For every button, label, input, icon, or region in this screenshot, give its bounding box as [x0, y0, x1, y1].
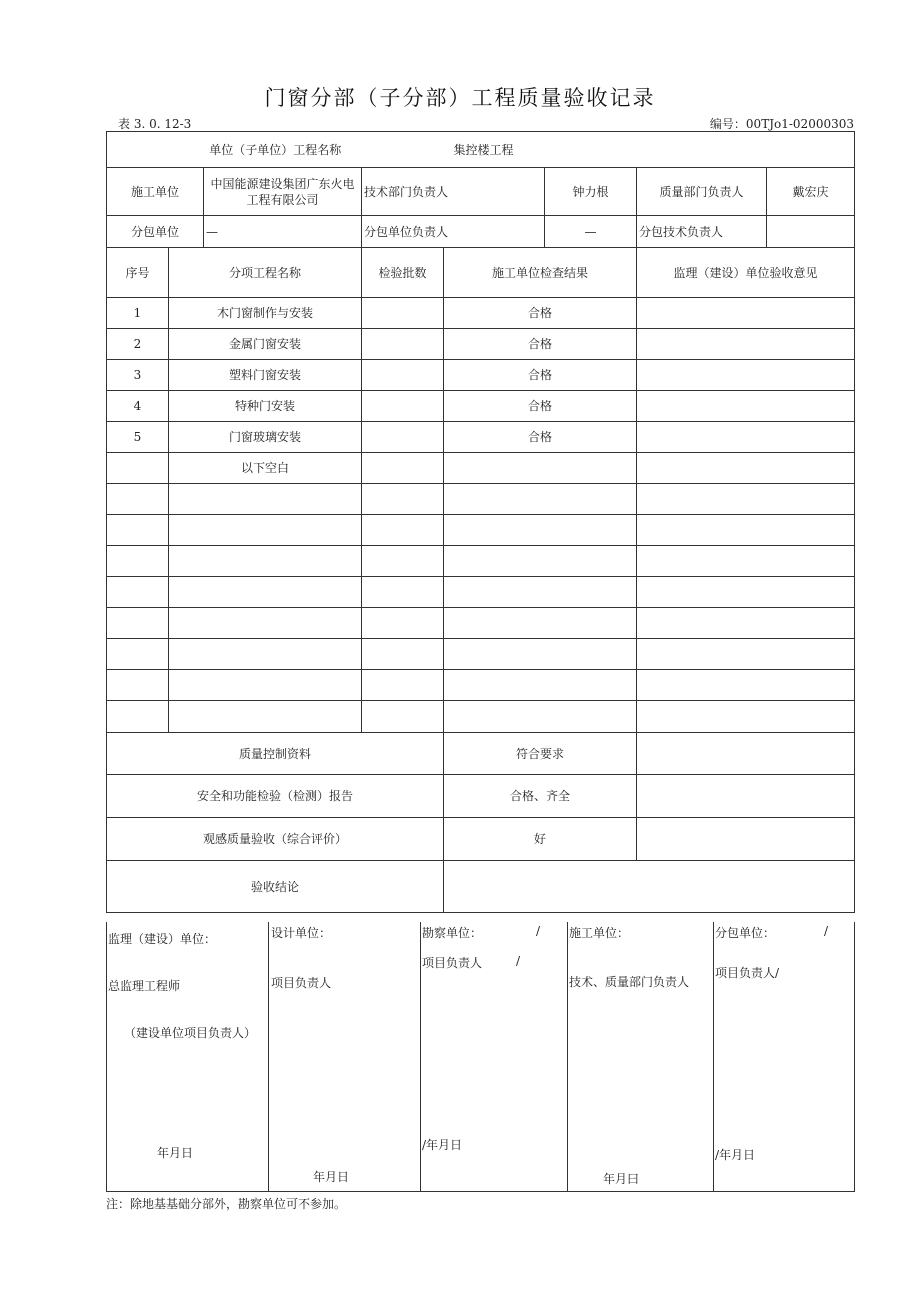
conclusion-value: [444, 861, 855, 913]
item-no: [107, 670, 169, 701]
item-no: 3: [107, 360, 169, 391]
item-no: [107, 484, 169, 515]
signature-table: [106, 922, 855, 1192]
item-result: 合格: [444, 422, 637, 453]
table-row: [107, 608, 855, 639]
construction-label: 施工单位: [107, 168, 204, 216]
footnote: 注：除地基基础分部外，勘察单位可不参加。: [106, 1197, 347, 1211]
table-row: [107, 577, 855, 608]
subcontract-signature-cell: [714, 922, 855, 1192]
page-title: 门窗分部（子分部）工程质量验收记录: [264, 86, 656, 110]
item-opinion: [637, 515, 855, 546]
header-name: 分项工程名称: [169, 248, 362, 298]
design-person-label: 项目负责人: [271, 976, 332, 990]
item-batches: [362, 515, 444, 546]
item-result: [444, 639, 637, 670]
summary-label: 观感质量验收（综合评价）: [107, 818, 444, 861]
item-result: [444, 515, 637, 546]
item-batches: [362, 546, 444, 577]
survey-date: /年月日: [422, 1138, 463, 1152]
item-opinion: [637, 453, 855, 484]
item-batches: [362, 329, 444, 360]
design-unit-label: 设计单位：: [271, 926, 332, 940]
item-result: 合格: [444, 298, 637, 329]
summary-opinion: [637, 775, 855, 818]
project-value: 集控楼工程: [444, 132, 855, 168]
acceptance-table: [106, 131, 855, 913]
supervisor-note: （建设单位项目负责人）: [124, 1026, 257, 1040]
conclusion-label: 验收结论: [107, 861, 444, 913]
subcontract-head-label: 分包单位负责人: [362, 216, 545, 248]
header-row: [107, 248, 855, 298]
item-name: 以下空白: [169, 453, 362, 484]
table-row: [107, 298, 855, 329]
supervisor-date: 年月日: [157, 1146, 194, 1160]
item-name: 门窗玻璃安装: [169, 422, 362, 453]
summary-value: 好: [444, 818, 637, 861]
item-result: [444, 546, 637, 577]
item-opinion: [637, 360, 855, 391]
project-label: 单位（子单位）工程名称: [107, 132, 444, 168]
item-no: [107, 639, 169, 670]
item-no: [107, 577, 169, 608]
item-opinion: [637, 608, 855, 639]
summary-opinion: [637, 818, 855, 861]
summary-label: 质量控制资料: [107, 733, 444, 775]
item-no: 5: [107, 422, 169, 453]
item-no: [107, 515, 169, 546]
item-name: [169, 546, 362, 577]
item-opinion: [637, 391, 855, 422]
subcontract-person-label: 项目负责人/: [715, 966, 780, 980]
item-result: 合格: [444, 329, 637, 360]
summary-value: 符合要求: [444, 733, 637, 775]
item-batches: [362, 577, 444, 608]
summary-row: [107, 775, 855, 818]
project-row: [107, 132, 855, 168]
summary-row: [107, 818, 855, 861]
item-name: 特种门安装: [169, 391, 362, 422]
item-no: [107, 701, 169, 733]
item-result: [444, 608, 637, 639]
construction-person-label: 技术、质量部门负责人: [569, 975, 690, 989]
construction-date: 年月曰: [603, 1172, 640, 1186]
item-name: [169, 577, 362, 608]
supervisor-unit-label: 监理（建设）单位：: [108, 932, 217, 946]
table-row: [107, 360, 855, 391]
survey-unit-label: 勘察单位：: [422, 926, 483, 940]
item-no: 4: [107, 391, 169, 422]
item-batches: [362, 608, 444, 639]
construction-row: [107, 168, 855, 216]
tech-head-label: 技术部门负责人: [362, 168, 545, 216]
construction-unit-label: 施工单位：: [569, 926, 630, 940]
item-batches: [362, 391, 444, 422]
table-row: [107, 515, 855, 546]
item-batches: [362, 701, 444, 733]
construction-value: 中国能源建设集团广东火电工程有限公司: [204, 168, 362, 216]
item-batches: [362, 670, 444, 701]
table-row: [107, 453, 855, 484]
item-result: 合格: [444, 360, 637, 391]
item-result: 合格: [444, 391, 637, 422]
item-name: [169, 639, 362, 670]
item-batches: [362, 453, 444, 484]
item-result: [444, 670, 637, 701]
subcontract-unit-slash: /: [824, 924, 829, 938]
item-batches: [362, 360, 444, 391]
item-opinion: [637, 639, 855, 670]
header-opinion: 监理（建设）单位验收意见: [637, 248, 855, 298]
item-no: [107, 608, 169, 639]
subcontract-value: —: [204, 216, 362, 248]
table-row: [107, 670, 855, 701]
supervisor-signature-cell: [107, 922, 269, 1192]
table-row: [107, 546, 855, 577]
item-opinion: [637, 577, 855, 608]
summary-label: 安全和功能检验（检测）报告: [107, 775, 444, 818]
summary-row: [107, 733, 855, 775]
item-opinion: [637, 546, 855, 577]
item-name: 木门窗制作与安装: [169, 298, 362, 329]
item-opinion: [637, 484, 855, 515]
item-batches: [362, 484, 444, 515]
item-name: [169, 608, 362, 639]
subcontract-unit-label: 分包单位：: [715, 926, 776, 940]
subcontract-row: [107, 216, 855, 248]
table-row: [107, 484, 855, 515]
item-no: 2: [107, 329, 169, 360]
survey-unit-slash: /: [536, 924, 541, 938]
item-name: 金属门窗安装: [169, 329, 362, 360]
item-name: [169, 670, 362, 701]
item-no: [107, 546, 169, 577]
supervisor-person-label: 总监理工程师: [108, 979, 181, 993]
item-opinion: [637, 670, 855, 701]
summary-opinion: [637, 733, 855, 775]
quality-head-label: 质量部门负责人: [637, 168, 767, 216]
item-result: [444, 453, 637, 484]
subcontract-tech-label: 分包技术负责人: [637, 216, 767, 248]
item-batches: [362, 422, 444, 453]
item-opinion: [637, 422, 855, 453]
item-name: [169, 701, 362, 733]
quality-head-value: 戴宏庆: [767, 168, 855, 216]
item-name: [169, 515, 362, 546]
design-date: 年月日: [313, 1170, 350, 1184]
header-batches: 检验批数: [362, 248, 444, 298]
item-name: 塑料门窗安装: [169, 360, 362, 391]
tech-head-value: 钟力根: [545, 168, 637, 216]
item-no: [107, 453, 169, 484]
item-result: [444, 577, 637, 608]
construction-signature-cell: [568, 922, 714, 1192]
table-row: [107, 701, 855, 733]
form-number: 表 3. 0. 12-3: [118, 117, 192, 131]
survey-signature-cell: [421, 922, 568, 1192]
subcontract-head-value: —: [545, 216, 637, 248]
header-no: 序号: [107, 248, 169, 298]
table-row: [107, 422, 855, 453]
item-name: [169, 484, 362, 515]
serial-number: 编号：00TJo1-02000303: [709, 117, 854, 131]
item-opinion: [637, 298, 855, 329]
table-row: [107, 391, 855, 422]
survey-person-label: 项目负责人: [422, 956, 483, 970]
conclusion-row: [107, 861, 855, 913]
summary-value: 合格、齐全: [444, 775, 637, 818]
item-no: 1: [107, 298, 169, 329]
item-result: [444, 484, 637, 515]
item-result: [444, 701, 637, 733]
design-signature-cell: [269, 922, 421, 1192]
subcontract-date: /年月日: [715, 1148, 756, 1162]
item-batches: [362, 298, 444, 329]
table-row: [107, 329, 855, 360]
table-row: [107, 639, 855, 670]
item-batches: [362, 639, 444, 670]
header-result: 施工单位检查结果: [444, 248, 637, 298]
survey-person-slash: /: [516, 954, 521, 968]
subcontract-tech-value: [767, 216, 855, 248]
item-opinion: [637, 329, 855, 360]
item-opinion: [637, 701, 855, 733]
subcontract-label: 分包单位: [107, 216, 204, 248]
